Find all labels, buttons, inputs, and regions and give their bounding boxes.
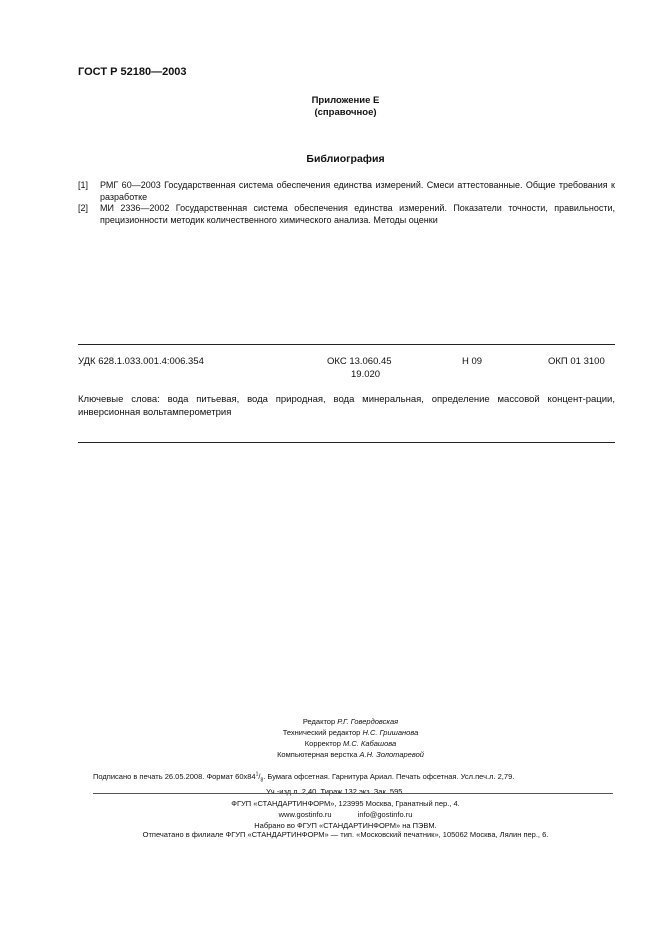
publisher-info: [0, 798, 661, 831]
editor-line: [40, 716, 661, 727]
print-info: Отпечатано в филиале ФГУП «СТАНДАРТИНФОРМ» — тип. «Московский печатник», 105062 Москва, Лялин пер., 6.: [142, 830, 549, 839]
imprint-block: [0, 716, 661, 760]
signing-text-c: . Бумага офсетная. Гарнитура Ариал. Печать офсетная. Усл.печ.л. 2,79.: [263, 771, 515, 781]
bibliography-item-number: [2]: [78, 203, 89, 213]
format-sup: 1: [255, 771, 259, 777]
okp-code: ОКП 01 3100: [548, 356, 605, 367]
format-sub: 8: [260, 777, 264, 783]
bibliography-item: [78, 203, 615, 226]
tech-editor-role: Технический редактор: [282, 728, 361, 737]
corrector-role: Корректор: [304, 739, 341, 748]
publisher-contacts: [30, 809, 661, 820]
oks-code-primary: ОКС 13.060.45: [327, 356, 392, 367]
tech-editor-line: [40, 727, 661, 738]
signing-text-a: Подписано в печать 26.05.2008. Формат 60x84: [93, 771, 256, 781]
editor-role: Редактор: [302, 717, 336, 726]
tech-editor-name: Н.С. Гришанова: [362, 728, 419, 737]
annex-title: Приложение Е: [311, 95, 380, 106]
corrector-line: [40, 738, 661, 749]
annex-subtitle: (справочное): [314, 107, 377, 118]
imprint-divider: [93, 793, 613, 794]
bibliography-item-text: РМГ 60—2003 Государственная система обеспечения единства измерений. Смеси аттестованные. Общие требования к разработке: [100, 180, 615, 202]
editor-name: Р.Г. Говердовская: [337, 717, 399, 726]
typeset-info: Набрано во ФГУП «СТАНДАРТИНФОРМ» на ПЭВМ.: [254, 821, 437, 830]
signing-line-2: Уч.-изд.л. 2,40. Тираж 132 экз. Зак. 595.: [266, 787, 405, 796]
layout-line: [40, 749, 661, 760]
format-slash: /: [258, 771, 261, 781]
corrector-name: М.С. Кабашова: [343, 739, 397, 748]
standard-number: ГОСТ Р 52180—2003: [78, 66, 187, 78]
layout-role: Компьютерная верстка: [277, 750, 358, 759]
bibliography-item-number: [1]: [78, 180, 89, 190]
publisher-site-link[interactable]: www.gostinfo.ru: [278, 810, 332, 819]
signing-line-1: [93, 772, 514, 781]
oks-code-secondary: 19.020: [351, 369, 381, 380]
oks-code: [327, 355, 392, 381]
udk-code: УДК 628.1.033.001.4:006.354: [78, 356, 204, 367]
keywords: Ключевые слова: вода питьевая, вода природная, вода минеральная, определение массовой концент-рации, инверсионная вольтамперометрия: [78, 394, 615, 418]
bibliography-list: [78, 180, 615, 226]
publisher-email-link[interactable]: info@gostinfo.ru: [357, 810, 413, 819]
h-code: Н 09: [462, 356, 483, 367]
publisher-address: ФГУП «СТАНДАРТИНФОРМ», 123995 Москва, Гранатный пер., 4.: [231, 799, 460, 808]
bibliography-item-text: МИ 2336—2002 Государственная система обеспечения единства измерений. Показатели точности, правильности, прецизионности методик количественного химического анализа. Методы оценки: [100, 203, 615, 225]
annex-heading: [0, 95, 661, 119]
bibliography-item: [78, 180, 615, 203]
layout-name: А.Н. Золотаревой: [359, 750, 424, 759]
bottom-divider: [78, 442, 615, 443]
bibliography-title: Библиография: [306, 153, 385, 165]
top-divider: [78, 344, 615, 345]
